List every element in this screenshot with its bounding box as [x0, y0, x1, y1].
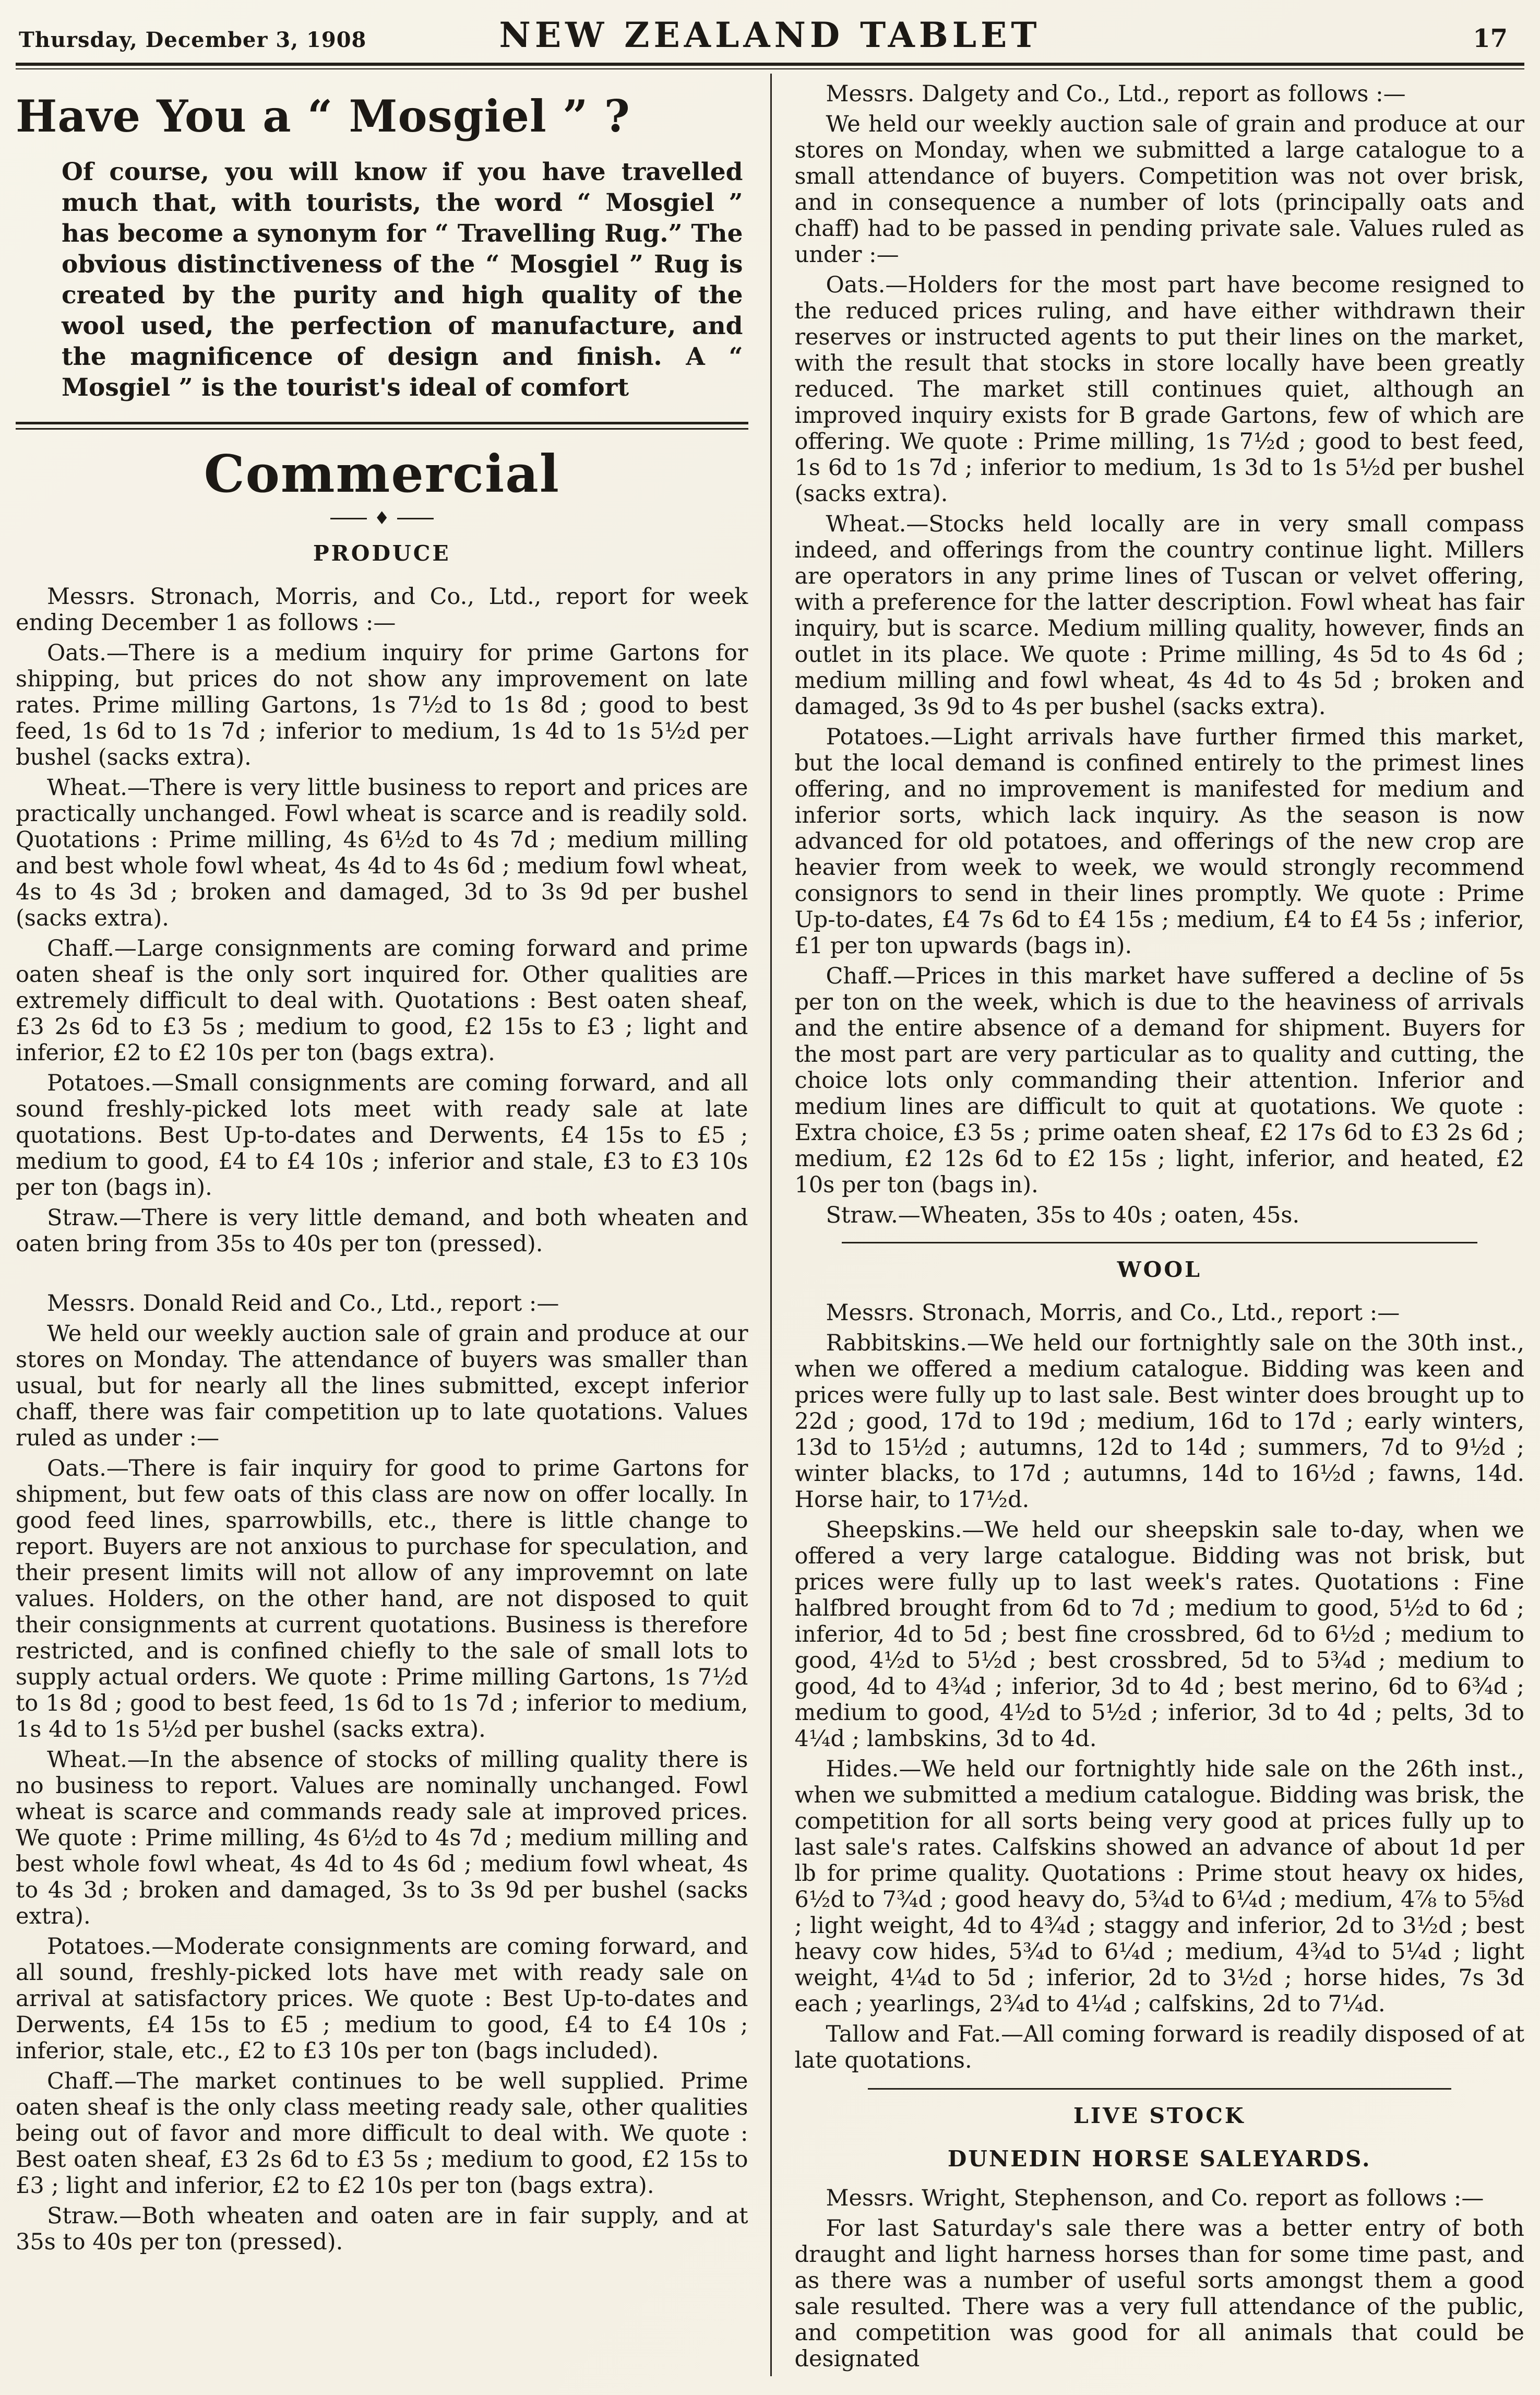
commercial-title: Commercial — [204, 444, 560, 504]
diamond-divider — [16, 509, 748, 527]
report-paragraph: Straw.—Wheaten, 35s to 40s ; oaten, 45s. — [826, 1202, 1300, 1228]
mosgiel-advertisement — [16, 90, 748, 403]
live-stock-section — [795, 2103, 1525, 2372]
dalgety-report — [795, 81, 1525, 1228]
right-column — [770, 74, 1525, 2376]
donald-reid-report — [16, 1290, 748, 2255]
report-paragraph: Tallow and Fat.—All coming forward is readily disposed of at late quotations. — [794, 2021, 1524, 2073]
masthead-title: NEW ZEALAND TABLET — [499, 15, 1041, 55]
report-paragraph: Sheepskins.—We held our sheepskin sale to-day, when we offered a very large catalogue. Bidding was not brisk, but prices were fully up to last week's rates. Quotations : Fine halfbred brought from 6d to 7d ; medium to good, 5½d to 6d ; inferior, 4d to 5d ; best fine crossbred, 6d to 6½d ; medium to good, 4½d to 5½d ; best crossbred, 5d to 5¾d ; medium to good, 4d to 4¾d ; inferior, 3d to 4d ; best merino, 6d to 6¾d ; medium to good, 4½d to 5½d ; inferior, 3d to 4d ; pelts, 3d to 4¼d ; lambskins, 3d to 4d. — [794, 1517, 1524, 1752]
dunedin-horse-saleyards-heading: DUNEDIN HORSE SALEYARDS. — [947, 2146, 1371, 2172]
live-stock-report — [795, 2185, 1525, 2372]
report-paragraph: Potatoes.—Small consignments are coming forward, and all sound freshly-picked lots meet with ready sale at late quotations. Best Up-to-dates and Derwents, £4 15s to £5 ; medium to good, £4 to £4 10s ; inferior and stale, £3 to £3 10s per ton (bags in). — [16, 1070, 748, 1201]
report-paragraph: Messrs. Stronach, Morris, and Co., Ltd., report :— — [826, 1300, 1400, 1326]
report-paragraph: Wheat.—There is very little business to report and prices are practically unchanged. Fowl wheat is scarce and is readily sold. Quotations : Prime milling, 4s 6½d to 4s 7d ; medium milling and best whole fowl wheat, 4s 4d to 4s 6d ; medium fowl wheat, 4s to 4s 3d ; broken and damaged, 3d to 3s 9d per bushel (sacks extra). — [16, 775, 748, 931]
divider-bar-right — [397, 518, 434, 519]
report-paragraph: Chaff.—Large consignments are coming forward and prime oaten sheaf is the only sort inquired for. Other qualities are extremely difficult to deal with. Quotations : Best oaten sheaf, £3 2s 6d to £3 5s ; medium to good, £2 15s to £3 ; light and inferior, £2 to £2 10s per ton (bags extra). — [16, 935, 748, 1066]
report-paragraph: Oats.—There is fair inquiry for good to prime Gartons for shipment, but few oats of this class are now on offer locally. In good feed lines, sparrowbills, etc., there is little change to report. Buyers are not anxious to purchase for speculation, and their present limits will not allow of any improvemnt on late values. Holders, on the other hand, are not disposed to quit their consignments at current quotations. Business is therefore restricted, and is confined chiefly to the sale of small lots to supply actual orders. We quote : Prime milling Gartons, 1s 7½d to 1s 8d ; good to best feed, 1s 6d to 1s 7d ; inferior to medium, 1s 4d to 1s 5½d per bushel (sacks extra). — [16, 1455, 748, 1742]
page-number: 17 — [1473, 24, 1508, 53]
wool-section — [795, 1257, 1525, 2073]
divider-bar-left — [330, 518, 367, 519]
ad-separator-rule — [16, 422, 748, 430]
wool-section-rule — [842, 1242, 1478, 1243]
report-paragraph: Messrs. Stronach, Morris, and Co., Ltd., report for week ending December 1 as follows :— — [16, 584, 748, 636]
left-column — [16, 74, 770, 2376]
report-paragraph: We held our weekly auction sale of grain and produce at our stores on Monday, when we submitted a large catalogue to a small attendance of buyers. Competition was not over brisk, and in consequence a number of lots (principally oats and chaff) had to be passed in pending private sale. Values ruled as under :— — [794, 111, 1524, 268]
produce-heading: PRODUCE — [313, 541, 451, 566]
header-rule — [16, 63, 1524, 69]
report-paragraph: Messrs. Dalgety and Co., Ltd., report as follows :— — [826, 81, 1406, 107]
report-paragraph: Straw.—Both wheaten and oaten are in fair supply, and at 35s to 40s per ton (pressed). — [16, 2203, 748, 2255]
report-paragraph: Oats.—There is a medium inquiry for prime Gartons for shipping, but prices do not show any improvement on late rates. Prime milling Gartons, 1s 7½d to 1s 8d ; good to best feed, 1s 6d to 1s 7d ; inferior to medium, 1s 4d to 1s 5½d per bushel (sacks extra). — [16, 640, 748, 770]
report-paragraph: Potatoes.—Light arrivals have further firmed this market, but the local demand is confined entirely to the primest lines offering, and no improvement is manifested for medium and inferior sorts, which lack inquiry. As the season is now advanced for old potatoes, and offerings of the new crop are heavier from week to week, we would strongly recommend consignors to send in their lines promptly. We quote : Prime Up-to-dates, £4 7s 6d to £4 15s ; medium, £4 to £4 5s ; inferior, £1 per ton upwards (bags in). — [794, 724, 1524, 959]
report-gap — [16, 1261, 748, 1290]
page-header — [16, 9, 1524, 63]
report-paragraph: Rabbitskins.—We held our fortnightly sale on the 30th inst., when we offered a medium catalogue. Bidding was keen and prices were fully up to last sale. Best winter does brought up to 22d ; good, 17d to 19d ; medium, 16d to 17d ; early winters, 13d to 15½d ; autumns, 12d to 14d ; summers, 7d to 9½d ; winter blacks, to 17d ; autumns, 14d to 16½d ; fawns, 14d. Horse hair, to 17½d. — [794, 1330, 1524, 1513]
diamond-divider-icon: ♦ — [374, 508, 390, 529]
wool-heading: WOOL — [1117, 1257, 1202, 1282]
date-line: Thursday, December 3, 1908 — [19, 28, 367, 52]
live-stock-section-rule — [868, 2088, 1452, 2090]
stronach-produce-report — [16, 584, 748, 1257]
report-paragraph: Straw.—There is very little demand, and both wheaten and oaten bring from 35s to 40s per ton (pressed). — [16, 1205, 748, 1257]
report-paragraph: We held our weekly auction sale of grain and produce at our stores on Monday. The attendance of buyers was smaller than usual, but for nearly all the lines submitted, except inferior chaff, there was fair competition up to late quotations. Values ruled as under :— — [16, 1321, 748, 1451]
live-stock-heading: LIVE STOCK — [1073, 2103, 1246, 2128]
report-paragraph: Messrs. Wright, Stephenson, and Co. report as follows :— — [826, 2185, 1484, 2211]
report-paragraph: For last Saturday's sale there was a better entry of both draught and light harness horses than for some time past, and as there was a number of useful sorts amongst them a good sale resulted. There was a very full attendance of the public, and competition was good for all animals that could be designated — [794, 2215, 1524, 2372]
report-paragraph: Potatoes.—Moderate consignments are coming forward, and all sound, freshly-picked lots have met with ready sale on arrival at satisfactory prices. We quote : Best Up-to-dates and Derwents, £4 15s to £5 ; medium to good, £4 to £4 10s ; inferior, stale, etc., £2 to £3 10s per ton (bags included). — [16, 1934, 748, 2064]
report-paragraph: Chaff.—Prices in this market have suffered a decline of 5s per ton on the week, which is due to the heaviness of arrivals and the entire absence of a demand for shipment. Buyers for the most part are very particular as to quality and cutting, the choice lots only commanding their attention. Inferior and medium lines are difficult to quit at quotations. We quote : Extra choice, £3 5s ; prime oaten sheaf, £2 17s 6d to £3 2s 6d ; medium, £2 12s 6d to £2 15s ; light, inferior, and heated, £2 10s per ton (bags in). — [794, 963, 1524, 1198]
page-columns — [16, 74, 1524, 2376]
report-paragraph: Messrs. Donald Reid and Co., Ltd., report :— — [47, 1290, 559, 1317]
ad-headline: Have You a “ Mosgiel ” ? — [16, 90, 630, 142]
report-paragraph: Wheat.—In the absence of stocks of milling quality there is no business to report. Values are nominally unchanged. Fowl wheat is scarce and commands ready sale at improved prices. We quote : Prime milling, 4s 6½d to 4s 7d ; medium milling and best whole fowl wheat, 4s 4d to 4s 6d ; medium fowl wheat, 4s to 4s 3d ; broken and damaged, 3s to 3s 9d per bushel (sacks extra). — [16, 1747, 748, 1929]
ad-body-text: Of course, you will know if you have travelled much that, with tourists, the word “ Mosgiel ” has become a synonym for “ Travelling Rug.” The obvious distinctiveness of the “ Mosgiel ” Rug is created by the purity and high quality of the wool used, the perfection of manufacture, and the magnificence of design and finish. A “ Mosgiel ” is the tourist's ideal of comfort — [62, 158, 743, 402]
wool-report — [795, 1300, 1525, 2073]
report-paragraph: Chaff.—The market continues to be well supplied. Prime oaten sheaf is the only class meeting ready sale, other qualities being out of favor and more difficult to deal with. We quote : Best oaten sheaf, £3 2s 6d to £3 5s ; medium to good, £2 15s to £3 ; light and inferior, £2 to £2 10s per ton (bags extra). — [16, 2068, 748, 2199]
report-paragraph: Wheat.—Stocks held locally are in very small compass indeed, and offerings from the country continue light. Millers are operators in any prime lines of Tuscan or velvet offering, with a preference for the latter description. Fowl wheat has fair inquiry, but is scarce. Medium milling quality, however, finds an outlet in its place. We quote : Prime milling, 4s 5d to 4s 6d ; medium milling and fowl wheat, 4s 4d to 4s 5d ; broken and damaged, 3s 9d to 4s per bushel (sacks extra). — [794, 511, 1524, 720]
report-paragraph: Oats.—Holders for the most part have become resigned to the reduced prices ruling, and have either withdrawn their reserves or instructed agents to put their lines on the market, with the result that stocks in store locally have been greatly reduced. The market still continues quiet, although an improved inquiry exists for B grade Gartons, few of which are offering. We quote : Prime milling, 1s 7½d ; good to best feed, 1s 6d to 1s 7d ; inferior to medium, 1s 3d to 1s 5½d per bushel (sacks extra). — [794, 272, 1524, 507]
report-paragraph: Hides.—We held our fortnightly hide sale on the 26th inst., when we submitted a medium catalogue. Bidding was brisk, the competition for all sorts being very good at prices fully up to last sale's rates. Calfskins showed an advance of about 1d per lb for prime quality. Quotations : Prime stout heavy ox hides, 6½d to 7¾d ; good heavy do, 5¾d to 6¼d ; medium, 4⅞ to 5⅝d ; light weight, 4d to 4¾d ; staggy and inferior, 2d to 3½d ; best heavy cow hides, 5¾d to 6¼d ; medium, 4¾d to 5¼d ; light weight, 4¼d to 5d ; inferior, 2d to 3½d ; horse hides, 7s 3d each ; yearlings, 2¾d to 4¼d ; calfskins, 2d to 7¼d. — [794, 1756, 1524, 2017]
commercial-section — [16, 444, 748, 2255]
